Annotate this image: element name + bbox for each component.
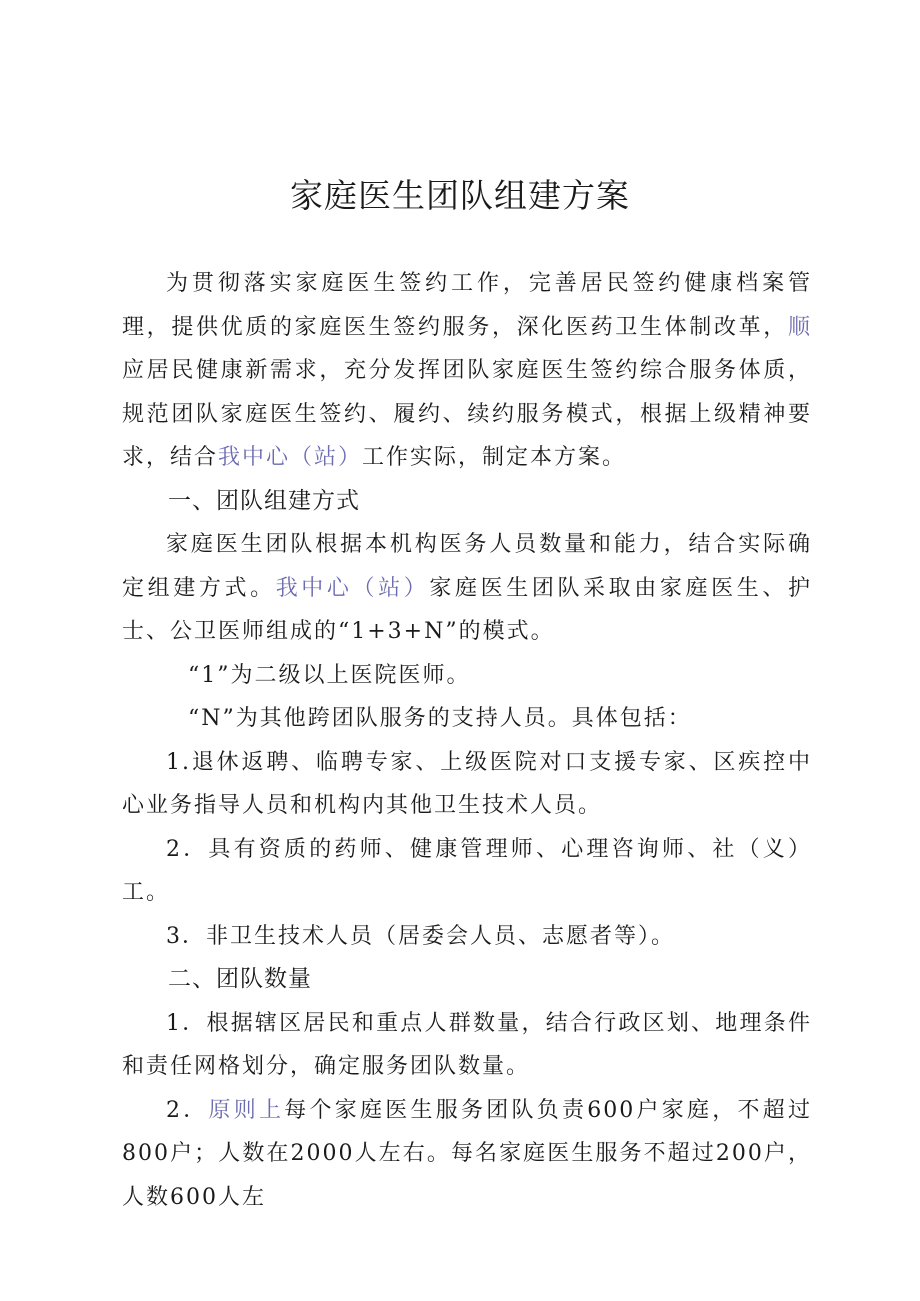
section1-text-2: 家庭医生团队采取由家庭医生、护士、公卫医师组成的“1+3+N”的模式。: [122, 575, 812, 644]
intro-highlight-2: 我中心（站）: [218, 445, 363, 470]
section2-highlight: 原则上: [208, 1097, 285, 1123]
section2-item-1: 1．根据辖区居民和重点人群数量，结合行政区划、地理条件和责任网格划分，确定服务团队数量。: [122, 1010, 812, 1079]
section1-list-item: 1.退休返聘、临聘专家、上级医院对口支援专家、区疾控中心业务指导人员和机构内其他卫生技术人员。: [122, 749, 812, 818]
section1-heading: 一、团队组建方式: [168, 487, 360, 514]
intro-text-2: 应居民健康新需求，充分发挥团队家庭医生签约综合服务体质，规范团队家庭医生签约、履约、续约服务模式，根据上级精神要求，结合: [122, 358, 812, 470]
intro-text-1: 为贯彻落实家庭医生签约工作，完善居民签约健康档案管理，提供优质的家庭医生签约服务，深化医药卫生体制改革，: [122, 271, 812, 340]
section2-item-2-prefix: 2．: [166, 1097, 209, 1123]
intro-highlight-1: 顺: [787, 314, 812, 340]
section1-item-1-def: “1”为二级以上医院医师。: [188, 662, 471, 688]
section1-paragraph: [122, 523, 812, 654]
document-body: [122, 262, 812, 1219]
section2-item-2: [122, 1089, 812, 1220]
section2-item-2-text: 每个家庭医生服务团队负责600户家庭，不超过800户；人数在2000人左右。每名家庭医生服务不超过200户，人数600人左: [122, 1097, 812, 1210]
section1-item-n-def: “N”为其他跨团队服务的支持人员。具体包括：: [188, 706, 692, 731]
section1-highlight: 我中心（站）: [275, 575, 430, 601]
section1-text-1: 家庭医生团队根据本机构医务人员数量和能力，结合实际确定组建方式。: [122, 532, 812, 601]
intro-paragraph: [122, 262, 812, 480]
section2-heading: 二、团队数量: [168, 966, 312, 992]
section1-list-item: 2．具有资质的药师、健康管理师、心理咨询师、社（义）工。: [122, 836, 812, 905]
section1-list-item: 3．非卫生技术人员（居委会人员、志愿者等）。: [166, 923, 675, 949]
intro-text-3: 工作实际，制定本方案。: [362, 445, 627, 470]
document-title: 家庭医生团队组建方案: [290, 176, 630, 215]
